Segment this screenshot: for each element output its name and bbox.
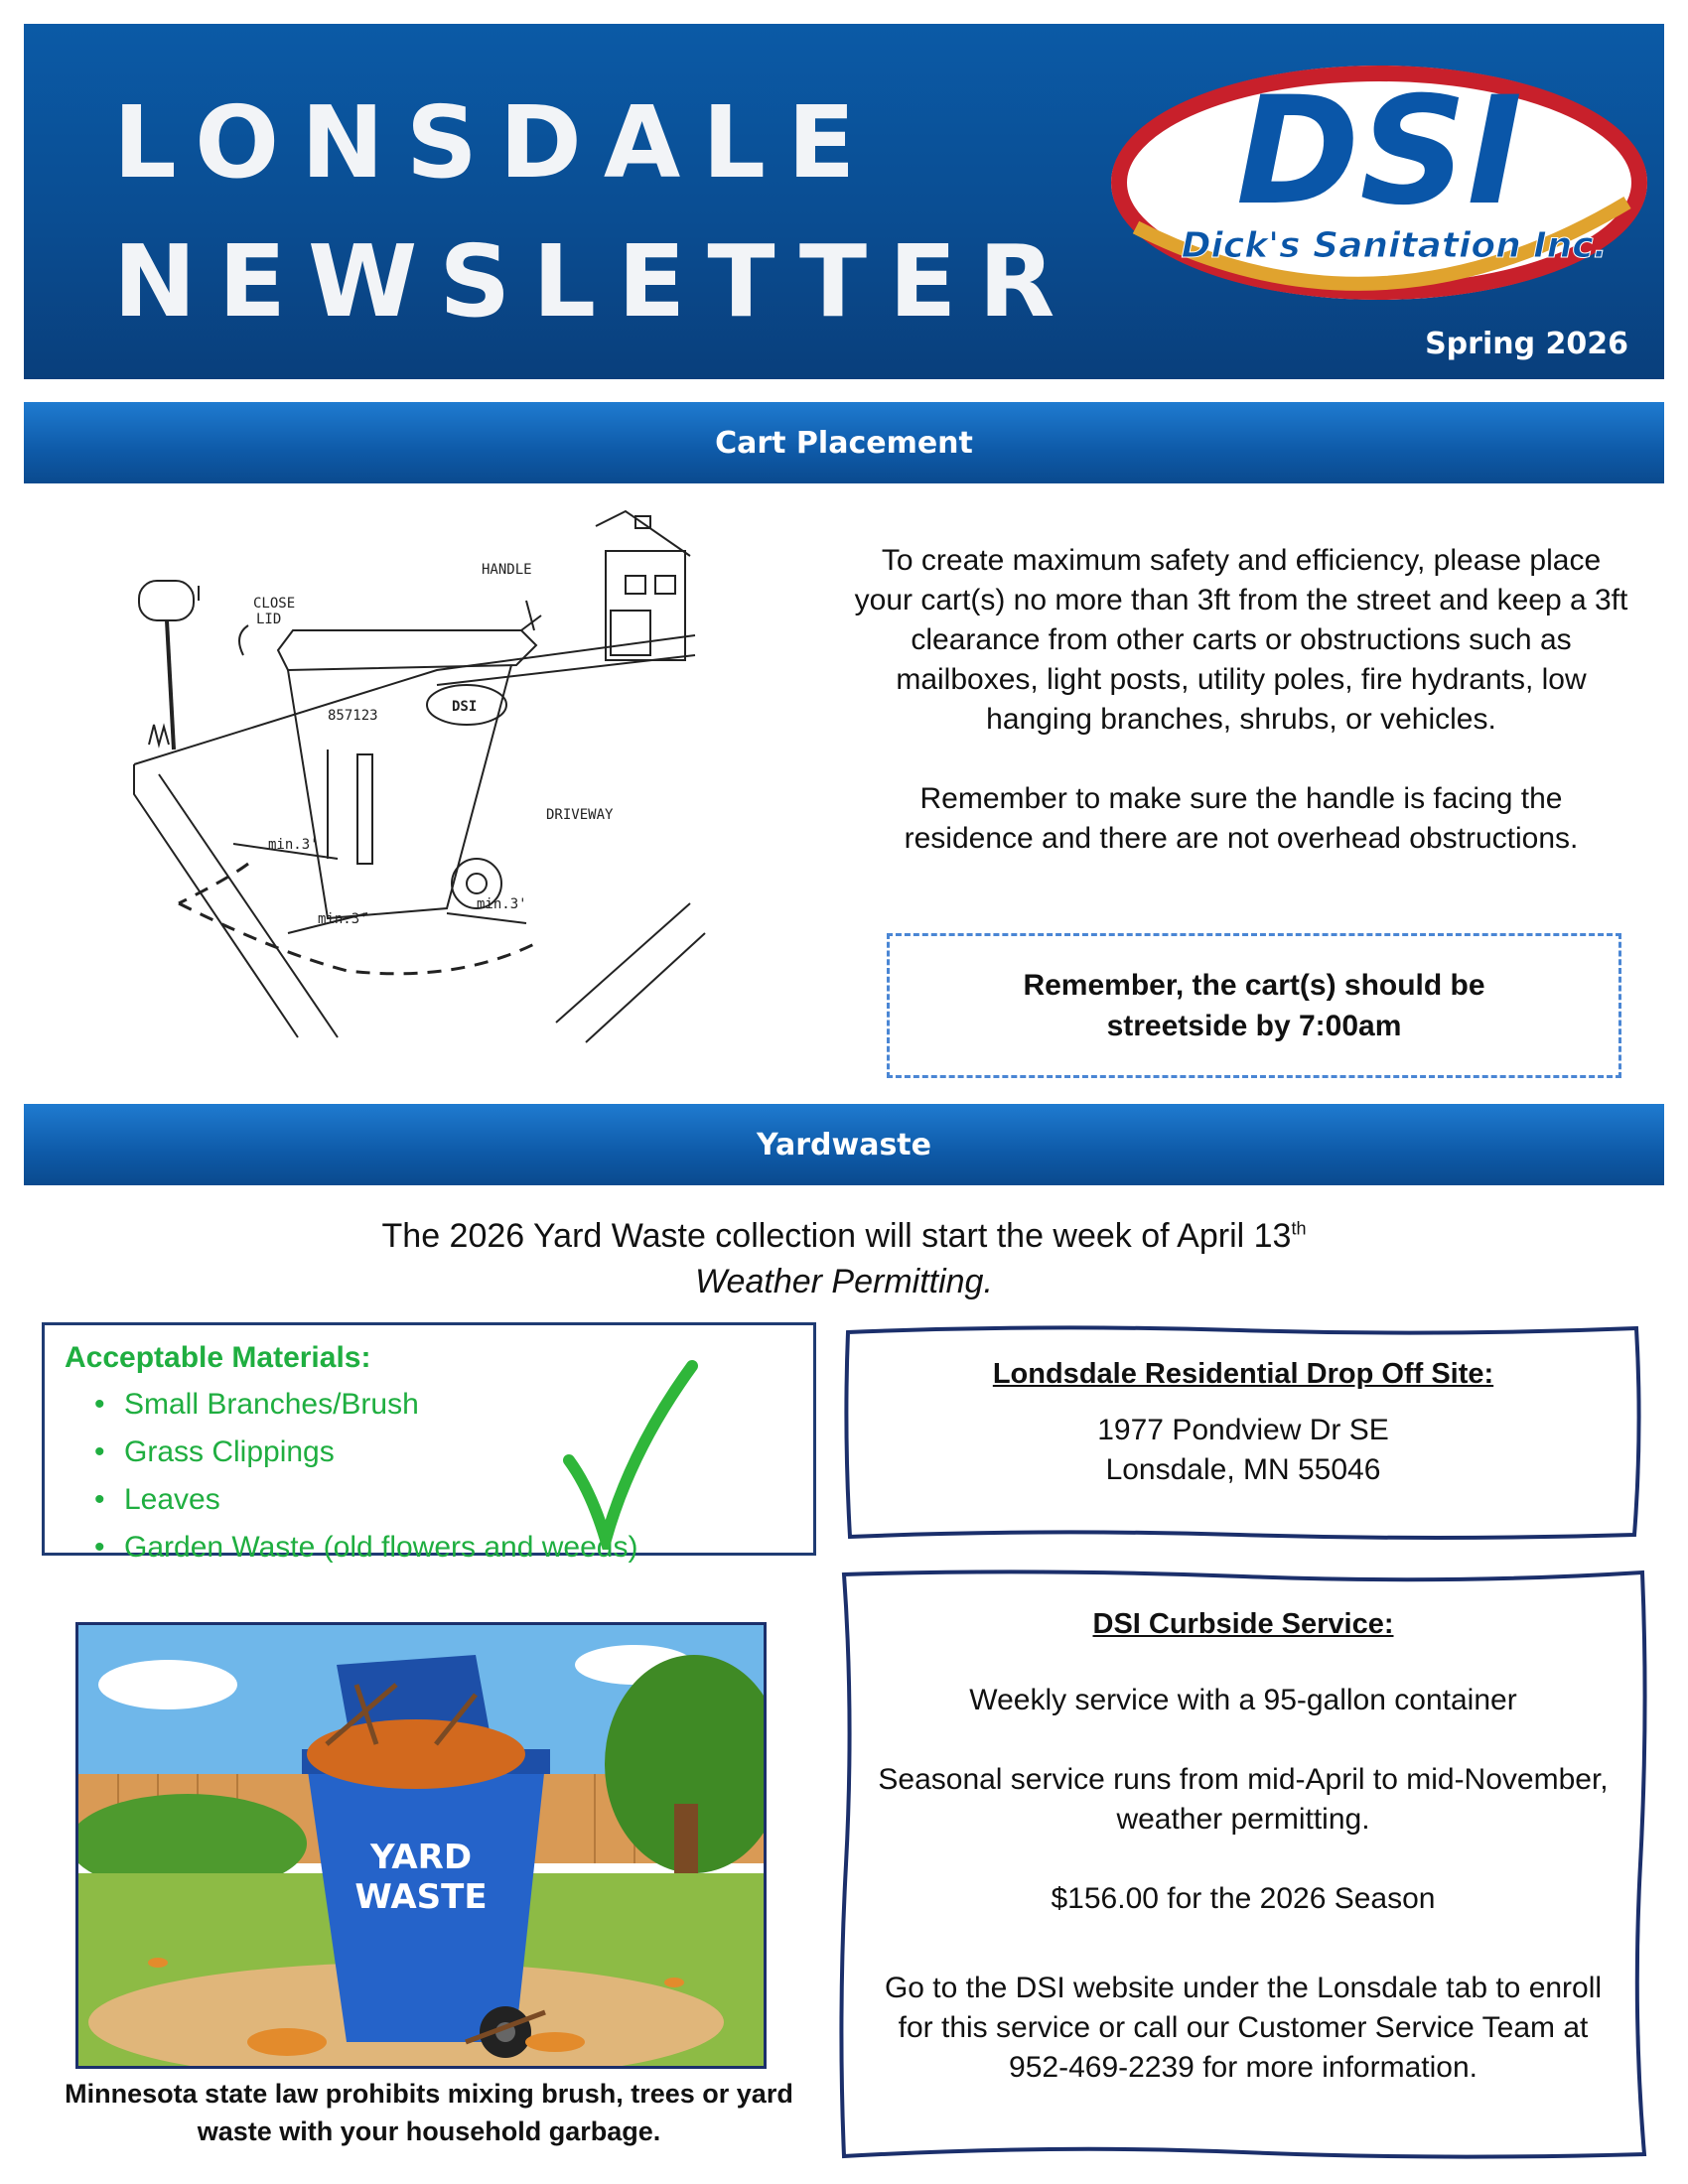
acceptable-materials-title: Acceptable Materials:: [65, 1341, 371, 1374]
yardwaste-intro: [24, 1213, 1664, 1304]
mailbox-icon: [139, 581, 199, 750]
yardwaste-start-date: The 2026 Yard Waste collection will start the week of April 13: [381, 1217, 1292, 1255]
yardwaste-date-suffix: th: [1291, 1218, 1307, 1239]
cart-placement-paragraph-1: To create maximum safety and efficiency, please place your cart(s) no more than 3ft from the street and keep a 3ft clearance from other carts or obstructions such as mailboxes, light posts, utility poles, fire hydrants, low hanging branches, shrubs, or vehicles.: [854, 544, 1628, 736]
issue-date: Spring 2026: [1425, 327, 1628, 361]
logo-mark: DSI: [1235, 66, 1523, 238]
newsletter-title-line-1: LONSDALE: [113, 84, 878, 201]
cart-placement-paragraph-2: Remember to make sure the handle is facing the residence and there are not overhead obstructions.: [904, 782, 1579, 855]
logo-company-name: Dick's Sanitation Inc.: [1181, 225, 1608, 266]
sketch-label-min-right: min.3': [477, 896, 527, 912]
section-title-cart-placement: Cart Placement: [715, 425, 973, 461]
sketch-label-close-lid-1: CLOSE: [253, 596, 296, 612]
section-title-yardwaste: Yardwaste: [757, 1127, 931, 1162]
curbside-enroll-info: Go to the DSI website under the Lonsdale tab to enroll for this service or call our Customer Service Team at 952-469-2239 for more information.: [884, 1972, 1603, 2084]
curbside-heading: DSI Curbside Service:: [1092, 1608, 1394, 1640]
list-item: • Leaves: [94, 1476, 793, 1524]
dropoff-address-line-1: 1977 Pondview Dr SE: [1097, 1414, 1389, 1446]
dropoff-site-box: [842, 1322, 1644, 1543]
sketch-label-min-front: min.3': [318, 911, 368, 927]
bin-label-line-2: WASTE: [354, 1877, 488, 1917]
cart-placement-text: [854, 541, 1628, 859]
bin-label-line-1: YARD: [369, 1838, 473, 1877]
curbside-price: $156.00 for the 2026 Season: [1051, 1882, 1436, 1915]
weather-permitting-note: Weather Permitting.: [695, 1263, 993, 1300]
sketch-label-min-left: min.3': [268, 837, 319, 853]
reminder-text: Remember, the cart(s) should be streetside by 7:00am: [1023, 969, 1485, 1042]
section-bar-yardwaste: [24, 1104, 1664, 1185]
dropoff-heading: Londsdale Residential Drop Off Site:: [992, 1358, 1494, 1390]
list-item: • Garden Waste (old flowers and weeds): [94, 1524, 793, 1571]
dropoff-address-line-2: Lonsdale, MN 55046: [1105, 1453, 1381, 1486]
list-item: • Small Branches/Brush: [94, 1381, 793, 1429]
sketch-label-driveway: DRIVEWAY: [546, 807, 614, 823]
acceptable-materials-box: [42, 1322, 816, 1564]
newsletter-title-line-2: NEWSLETTER: [113, 223, 1077, 340]
section-bar-cart-placement: [24, 402, 1664, 483]
dsi-logo: [1096, 54, 1662, 332]
curbside-season-window: Seasonal service runs from mid-April to mid-November, weather permitting.: [878, 1763, 1609, 1836]
sketch-label-close-lid-2: LID: [256, 612, 282, 627]
checkmark-icon: [561, 1351, 700, 1550]
curbside-weekly-service: Weekly service with a 95-gallon container: [969, 1684, 1517, 1716]
curbside-service-box: [836, 1567, 1650, 2162]
reminder-callout: [887, 933, 1621, 1078]
newsletter-header: [24, 24, 1664, 379]
yard-waste-bin-illustration: [75, 1622, 767, 2069]
sketch-label-cart-id: 857123: [328, 708, 378, 724]
cart-placement-sketch: [119, 506, 715, 1047]
sketch-label-cart-brand: DSI: [452, 699, 478, 715]
sketch-label-handle: HANDLE: [482, 562, 532, 578]
state-law-note: Minnesota state law prohibits mixing brush, trees or yard waste with your household garbage.: [65, 2079, 793, 2146]
list-item: • Grass Clippings: [94, 1429, 793, 1476]
